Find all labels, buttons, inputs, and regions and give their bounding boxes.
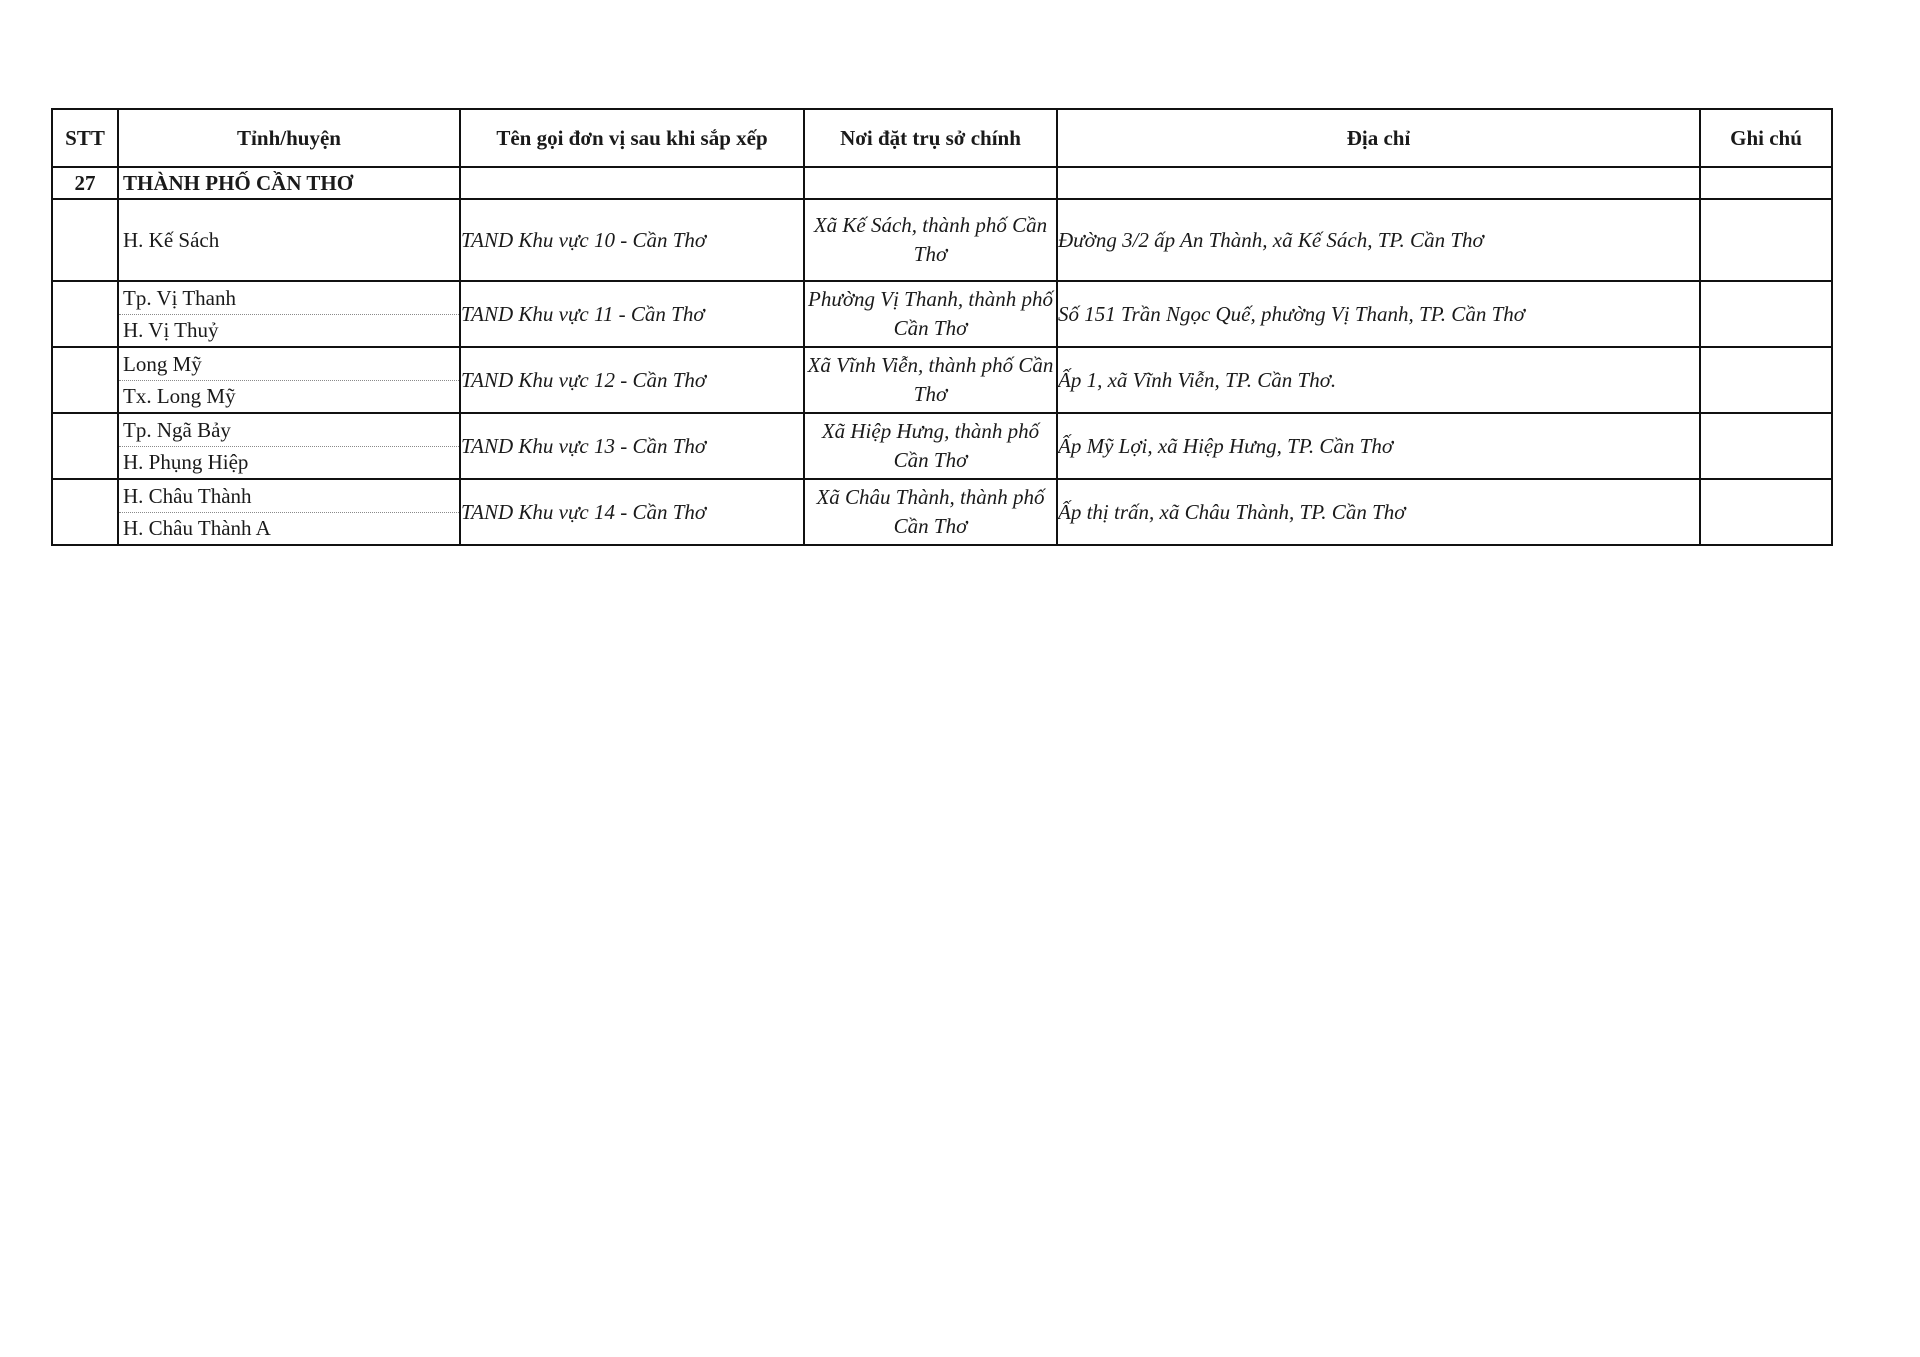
stt-cell <box>52 347 118 413</box>
district-cell <box>118 281 460 347</box>
header-dia-chi: Địa chỉ <box>1057 109 1700 167</box>
address: Ấp thị trấn, xã Châu Thành, TP. Cần Thơ <box>1057 479 1700 545</box>
note-cell <box>1700 347 1832 413</box>
district-cell <box>118 199 460 281</box>
district-name: Long Mỹ <box>123 351 202 376</box>
stt-cell <box>52 479 118 545</box>
address: Ấp Mỹ Lợi, xã Hiệp Hưng, TP. Cần Thơ <box>1057 413 1700 479</box>
table-row <box>52 413 1832 479</box>
province-empty-cell <box>804 167 1057 199</box>
district-name: Tp. Ngã Bảy <box>123 417 231 442</box>
header-stt: STT <box>52 109 118 167</box>
note-cell <box>1700 281 1832 347</box>
unit-name: TAND Khu vực 11 - Cần Thơ <box>460 281 804 347</box>
table-row <box>52 199 1832 281</box>
district-cell <box>118 347 460 413</box>
table-row <box>52 281 1832 347</box>
note-cell <box>1700 413 1832 479</box>
province-empty-cell <box>460 167 804 199</box>
unit-name: TAND Khu vực 10 - Cần Thơ <box>460 199 804 281</box>
stt-cell <box>52 199 118 281</box>
unit-name: TAND Khu vực 14 - Cần Thơ <box>460 479 804 545</box>
unit-name: TAND Khu vực 12 - Cần Thơ <box>460 347 804 413</box>
table-row <box>52 479 1832 545</box>
table-row <box>52 347 1832 413</box>
header-ghi-chu: Ghi chú <box>1700 109 1832 167</box>
province-row <box>52 167 1832 199</box>
address: Đường 3/2 ấp An Thành, xã Kế Sách, TP. Cần Thơ <box>1057 199 1700 281</box>
header-tinh-huyen: Tỉnh/huyện <box>118 109 460 167</box>
district-cell <box>118 479 460 545</box>
province-name: THÀNH PHỐ CẦN THƠ <box>118 167 460 199</box>
district-name: H. Phụng Hiệp <box>119 446 459 478</box>
headquarters-location: Xã Kế Sách, thành phố Cần Thơ <box>804 199 1057 281</box>
headquarters-location: Xã Vĩnh Viễn, thành phố Cần Thơ <box>804 347 1057 413</box>
note-cell <box>1700 479 1832 545</box>
province-empty-cell <box>1057 167 1700 199</box>
address: Số 151 Trần Ngọc Quế, phường Vị Thanh, TP. Cần Thơ <box>1057 281 1700 347</box>
header-ten-goi: Tên gọi đơn vị sau khi sắp xếp <box>460 109 804 167</box>
province-empty-cell <box>1700 167 1832 199</box>
district-cell <box>118 413 460 479</box>
district-name: H. Vị Thuỷ <box>119 314 459 346</box>
table-header-row <box>52 109 1832 167</box>
headquarters-location: Xã Châu Thành, thành phố Cần Thơ <box>804 479 1057 545</box>
unit-name: TAND Khu vực 13 - Cần Thơ <box>460 413 804 479</box>
address: Ấp 1, xã Vĩnh Viễn, TP. Cần Thơ. <box>1057 347 1700 413</box>
district-name: H. Kế Sách <box>123 227 220 252</box>
note-cell <box>1700 199 1832 281</box>
headquarters-location: Phường Vị Thanh, thành phố Cần Thơ <box>804 281 1057 347</box>
court-units-table <box>51 108 1833 546</box>
header-noi-dat: Nơi đặt trụ sở chính <box>804 109 1057 167</box>
district-name: H. Châu Thành A <box>119 512 459 544</box>
stt-cell <box>52 413 118 479</box>
district-name: Tp. Vị Thanh <box>123 285 236 310</box>
district-name: Tx. Long Mỹ <box>119 380 459 412</box>
district-name: H. Châu Thành <box>123 483 252 508</box>
stt-cell <box>52 281 118 347</box>
headquarters-location: Xã Hiệp Hưng, thành phố Cần Thơ <box>804 413 1057 479</box>
province-stt: 27 <box>52 167 118 199</box>
